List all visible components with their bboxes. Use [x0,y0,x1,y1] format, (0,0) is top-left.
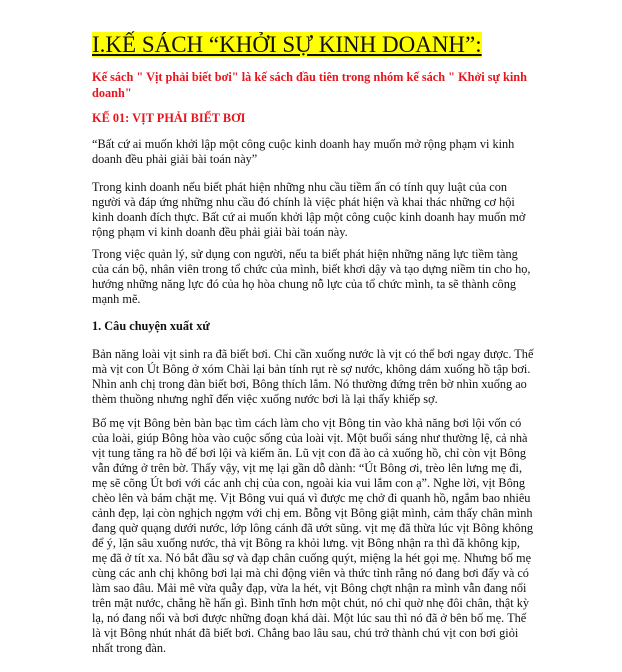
paragraph-2 [92,247,562,307]
text-line: Trong kinh doanh nếu biết phát hiện những nhu cầu tiềm ẩn có tính quy luật của con [92,180,508,194]
text-line: là vịt Bông nhút nhát đã biết bơi. Chẳng bao lâu sau, chú trở thành chú vịt con bơi giỏi [92,626,519,640]
text-line: cùng các anh chị không bơi lại mà chỉ động viên và thức tỉnh rằng nó đang bơi đấy và có [92,566,529,580]
text-line: để ý, lặn sâu xuống nước, thả vịt Bông ra khỏi lưng. vịt Bông nhận ra thì đã không kịp, [92,536,520,550]
text-line: Nhìn anh chị trong đàn biết bơi, Bông thích lắm. Nó thường đứng trên bờ nhìn xuống ao [92,377,527,391]
text-line: người và đáp ứng những nhu cầu đó chính là việc phát hiện và khai thác những cơ hội [92,195,515,209]
subheading-text: KẾ 01: VỊT PHẢI BIẾT BƠI [92,111,246,125]
subheading [92,111,562,127]
text-line: doanh" [92,85,132,100]
text-line: doanh đều phải giải bài toán này” [92,152,258,166]
section-heading-text: 1. Câu chuyện xuất xứ [92,319,210,333]
section-heading [92,319,562,334]
document-title [92,31,562,59]
text-line: Trong việc quản lý, sử dụng con người, nếu ta biết phát hiện những năng lực tiềm tàng [92,247,518,261]
story-paragraph-2 [92,416,562,656]
text-line: mẹ đã ở tít xa. Nó bắt đầu sợ và đạp chân cuống quýt, miệng la hét gọi mẹ. Nhưng bố mẹ [92,551,532,565]
text-line: nhất trong đàn. [92,641,167,655]
text-line: kinh doanh đích thực. Bất cứ ai muốn khởi lập một công cuộc kinh doanh hay muốn mở [92,210,526,224]
text-line: vịt tung tăng ra hồ để bơi lội và kiếm ăn. Lũ vịt con đã ào cả xuống hồ, chỉ còn vịt Bông [92,446,527,460]
intro-paragraph [92,70,562,101]
text-line: mà vịt con Út Bông ở xóm Chài lại bản tính rụt rè sợ nước, không dám xuống hồ tập bơi. [92,362,531,376]
text-line: cảnh đẹp, lại còn nghịch ngợm với chị em. Bỗng vịt Bông giật mình, cảm thấy chân mình [92,506,533,520]
title-text: I.KẾ SÁCH “KHỞI SỰ KINH DOANH”: [92,32,482,57]
text-line: hướng những năng lực đó của họ hòa chung nỗ lực của tổ chức mình, ta sẽ thành công [92,277,517,291]
story-paragraph-1 [92,347,562,407]
text-line: Bản năng loài vịt sinh ra đã biết bơi. Chỉ cần xuống nước là vịt có thể bơi ngay được. Thế [92,347,534,361]
text-line: làm sao đâu. Mải mê vừa quẫy đạp, vừa la hét, vịt Bông chợt nhận ra mình vẫn đang nổi [92,581,527,595]
text-line: thèm thuồng nhưng nghĩ đến việc xuống nước bơi là lại thấy khiếp sợ. [92,392,438,406]
text-line: rộng phạm vi kinh doanh đều phải giải bài toán này. [92,225,348,239]
text-line: Kế sách " Vịt phải biết bơi" là kế sách đầu tiên trong nhóm kế sách " Khởi sự kinh [92,70,527,84]
paragraph-1 [92,180,562,240]
text-line: lạ, nó đang nổi và bơi được những đoạn khá dài. Một lúc sau thì nó đã ở bên bố mẹ. Thế [92,611,527,625]
text-line: Bố mẹ vịt Bông bèn bàn bạc tìm cách làm cho vịt Bông tin vào khả năng bơi lội vốn có [92,416,522,430]
text-line: của cán bộ, nhân viên trong tổ chức của mình, biết khơi dậy và tạo dựng niềm tin cho họ, [92,262,531,276]
text-line: “Bất cứ ai muốn khởi lập một công cuộc kinh doanh hay muốn mở rộng phạm vi kinh [92,137,515,151]
text-line: chèo lên và bám chặt mẹ. Vịt Bông vui quá vì được mẹ chở đi quanh hồ, ngắm bao nhiêu [92,491,531,505]
text-line: trên mặt nước, chẳng hề hấn gì. Bình tĩnh hơn một chút, nó chỉ quờ nhẹ đôi chân, thật kỳ [92,596,530,610]
text-line: đang quờ quạng dưới nước, lớp lông cánh đã ướt sũng. vịt mẹ đã thừa lúc vịt Bông không [92,521,534,535]
text-line: của loài, giúp Bông hòa vào cuộc sống của loài vịt. Một buổi sáng như thường lệ, cả nhà [92,431,528,445]
text-line: vẫn đứng ở trên bờ. Thấy vậy, vịt mẹ lại gần dỗ dành: “Út Bông ơi, trèo lên lưng mẹ đi, [92,461,523,475]
text-line: mẹ sẽ cõng Út bơi với các anh chị của con, ngoài kia vui lắm con ạ”. Nghe lời, vịt Bông [92,476,526,490]
text-line: mạnh mẽ. [92,292,141,306]
quote-paragraph [92,137,562,167]
